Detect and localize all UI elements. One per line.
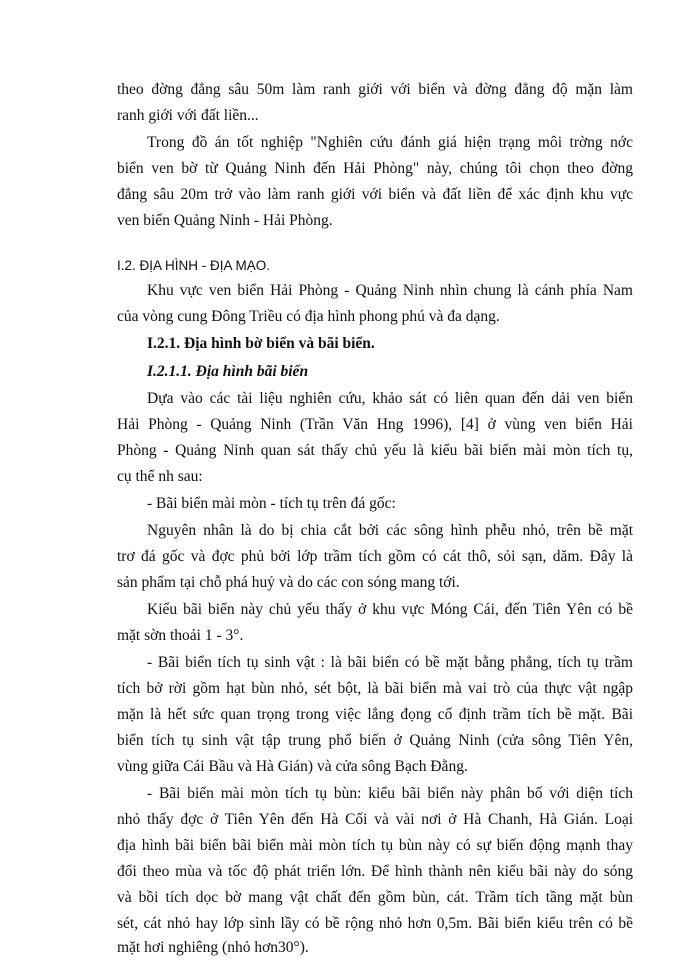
- text-line: Nguyên nhân là do bị chia cắt bởi các sông hình phễu nhỏ, trên bề mặt: [147, 522, 633, 539]
- text-line: vùng giữa Cái Bầu và Hà Gián) và cửa sông Bạch Đằng.: [117, 758, 468, 775]
- text-line: và bồi tích dọc bờ mang vật chất đến gồm bùn, cát. Trầm tích tầng mặt bùn: [117, 889, 633, 906]
- text-line: nhỏ thấy đợc ở Tiên Yên đến Hà Cối và vài nơi ở Hà Chanh, Hà Gián. Loại: [117, 811, 633, 828]
- text-line: biển tích tụ sinh vật tập trung phổ biến ở Quảng Ninh (cửa sông Tiên Yên,: [117, 732, 633, 749]
- text-line: Phòng - Quảng Ninh quan sát thấy chủ yếu là kiểu bãi biển mài mòn tích tụ,: [117, 442, 633, 459]
- text-line: cụ thể nh sau:: [117, 468, 203, 485]
- text-line: ven biển Quảng Ninh - Hải Phòng.: [117, 212, 333, 229]
- text-line: theo đờng đẳng sâu 50m làm ranh giới với biển và đờng đẳng độ mặn làm: [117, 81, 633, 98]
- text-line: - Bãi biển tích tụ sinh vật : là bãi biển có bề mặt bằng phẳng, tích tụ trầm: [147, 654, 633, 671]
- text-line: mặt hơi nghiêng (nhỏ hơn30°).: [117, 939, 309, 956]
- subsubsection-heading: I.2.1.1. Địa hình bãi biển: [147, 363, 309, 380]
- text-line: Hải Phòng - Quảng Ninh (Trần Văn Hng 1996), [4] ở vùng ven biển Hải: [117, 416, 633, 433]
- text-line: ranh giới với đất liền...: [117, 107, 259, 124]
- text-line: mặn là hết sức quan trọng trong việc lắng đọng cố định trầm tích bề mặt. Bãi: [117, 706, 633, 723]
- text-line: Dựa vào các tài liệu nghiên cứu, khảo sát có liên quan đến dải ven biển: [147, 390, 633, 407]
- text-line: Khu vực ven biển Hải Phòng - Quảng Ninh nhìn chung là cánh phía Nam: [147, 282, 633, 299]
- text-line: sét, cát nhỏ hay lớp sình lầy có bề rộng nhỏ hơn 0,5m. Bãi biển kiểu trên có bề: [117, 915, 633, 932]
- text-line: trơ đá gốc và đợc phủ bởi lớp trầm tích gồm có cát thô, sỏi sạn, dăm. Đây là: [117, 548, 633, 565]
- text-line: mặt sờn thoải 1 - 3°.: [117, 627, 244, 644]
- text-line: tích bở rời gồm hạt bùn nhỏ, sét bột, là bãi biển mà vai trò của thực vật ngập: [117, 680, 633, 697]
- text-line: địa hình bãi biển bãi biển mài mòn tích tụ bùn này có sự biến động mạnh thay: [117, 837, 633, 854]
- text-line: Trong đồ án tốt nghiệp "Nghiên cứu đánh giá hiện trạng môi trờng nớc: [147, 134, 633, 151]
- text-line: biển ven bờ từ Quảng Ninh đến Hải Phòng" này, chúng tôi chọn theo đờng: [117, 160, 633, 177]
- text-line: - Bãi biển mài mòn - tích tụ trên đá gốc:: [147, 495, 396, 512]
- text-line: Kiểu bãi biển này chủ yếu thấy ở khu vực Móng Cái, đến Tiên Yên có bề: [147, 601, 633, 618]
- text-line: đổi theo mùa và tốc độ phát triển lớn. Để hình thành nên kiểu bãi này do sóng: [117, 863, 633, 880]
- text-line: của vòng cung Đông Triều có địa hình phong phú và đa dạng.: [117, 308, 500, 325]
- text-line: sản phẩm tại chỗ phá huỷ và do các con sóng mang tới.: [117, 574, 460, 591]
- subsection-heading: I.2.1. Địa hình bờ biển và bãi biển.: [147, 335, 375, 352]
- text-line: đẳng sâu 20m trở vào làm ranh giới với biển và đất liền để xác định khu vực: [117, 186, 633, 203]
- text-line: - Bãi biển mài mòn tích tụ bùn: kiểu bãi biển này phân bố với diện tích: [147, 785, 633, 802]
- section-heading: I.2. ĐỊA HÌNH - ĐỊA MẠO.: [117, 258, 271, 273]
